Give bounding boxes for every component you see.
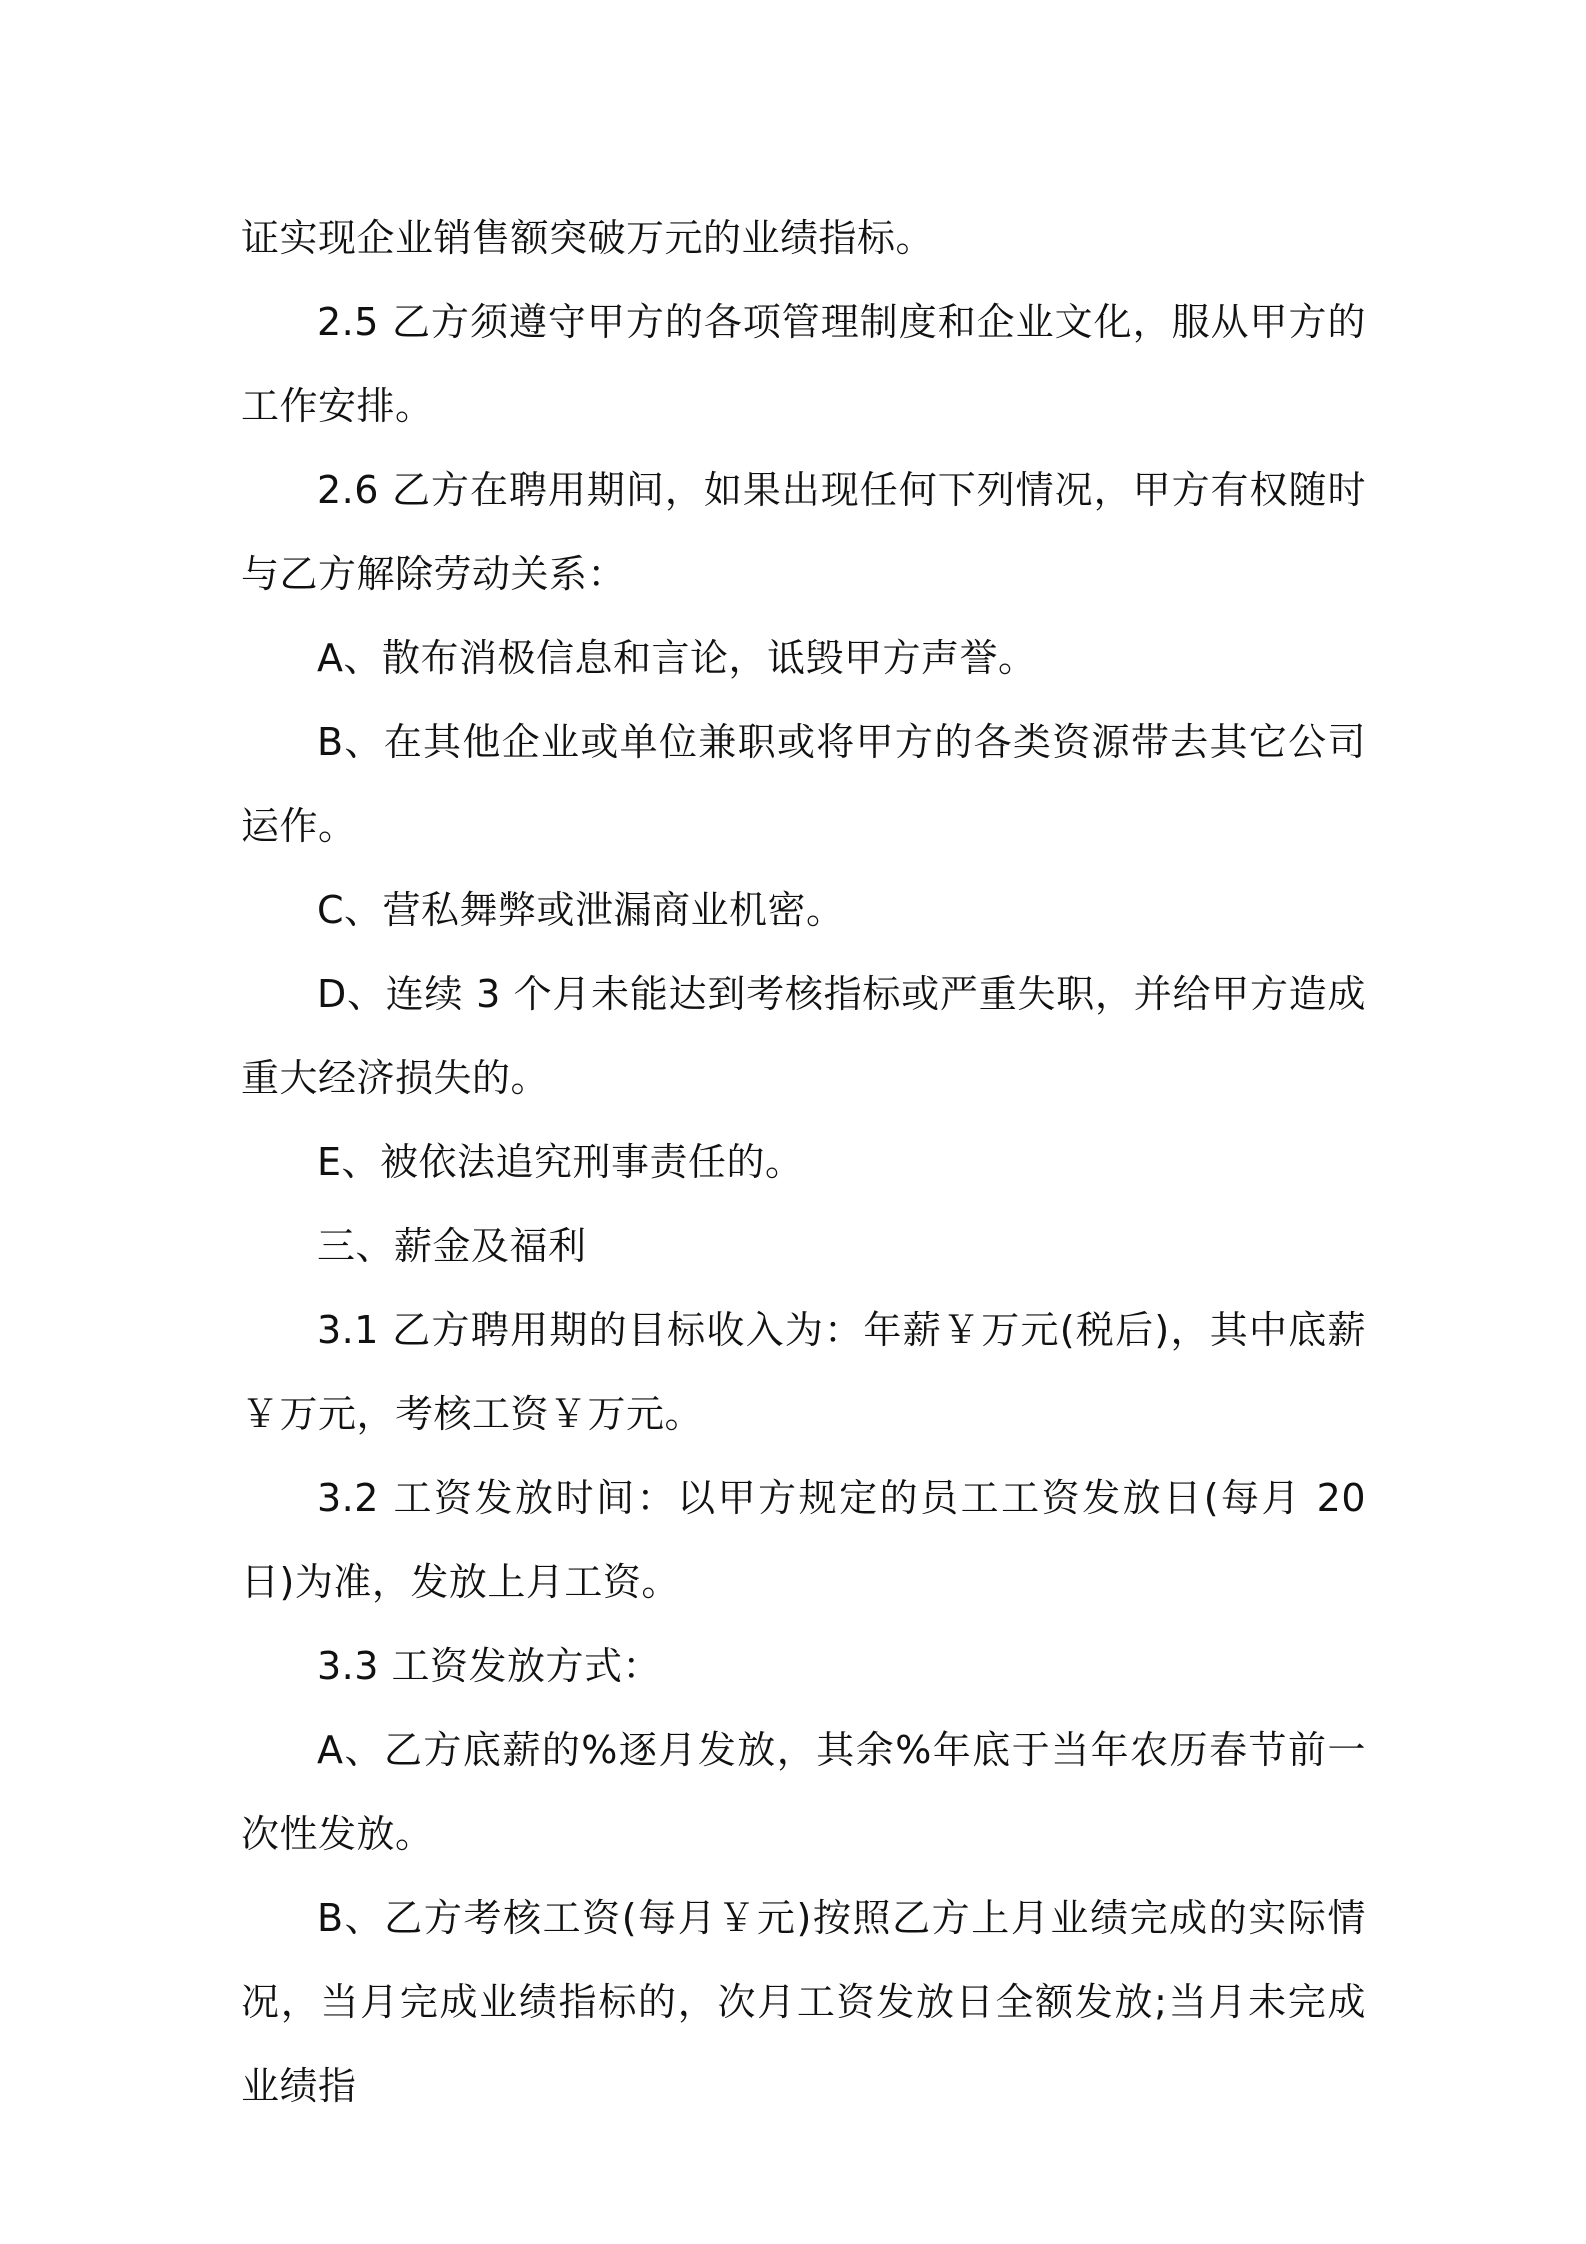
paragraph-4: B、在其他企业或单位兼职或将甲方的各类资源带去其它公司运作。: [241, 720, 1366, 848]
paragraph-10: 3.2 工资发放时间：以甲方规定的员工工资发放日(每月 20 日)为准，发放上月工资。: [241, 1476, 1366, 1604]
section-heading: 三、薪金及福利: [317, 1224, 587, 1268]
paragraph-7: E、被依法追究刑事责任的。: [317, 1140, 804, 1184]
paragraph-2: 2.6 乙方在聘用期间，如果出现任何下列情况，甲方有权随时与乙方解除劳动关系：: [241, 468, 1366, 596]
paragraph-12: A、乙方底薪的%逐月发放，其余%年底于当年农历春节前一次性发放。: [241, 1728, 1366, 1856]
document-body: [241, 196, 1366, 2128]
paragraph-0: 证实现企业销售额突破万元的业绩指标。: [241, 216, 935, 260]
paragraph-11: 3.3 工资发放方式：: [317, 1644, 662, 1688]
paragraph-13: B、乙方考核工资(每月￥元)按照乙方上月业绩完成的实际情况，当月完成业绩指标的，次月工资发放日全额发放;当月未完成业绩指: [241, 1896, 1366, 2108]
paragraph-1: 2.5 乙方须遵守甲方的各项管理制度和企业文化，服从甲方的工作安排。: [241, 300, 1366, 428]
paragraph-5: C、营私舞弊或泄漏商业机密。: [317, 888, 845, 932]
paragraph-9: 3.1 乙方聘用期的目标收入为：年薪￥万元(税后)，其中底薪￥万元，考核工资￥万元。: [241, 1308, 1366, 1436]
paragraph-3: A、散布消极信息和言论，诋毁甲方声誉。: [317, 636, 1037, 680]
paragraph-6: D、连续 3 个月未能达到考核指标或严重失职，并给甲方造成重大经济损失的。: [241, 972, 1366, 1100]
